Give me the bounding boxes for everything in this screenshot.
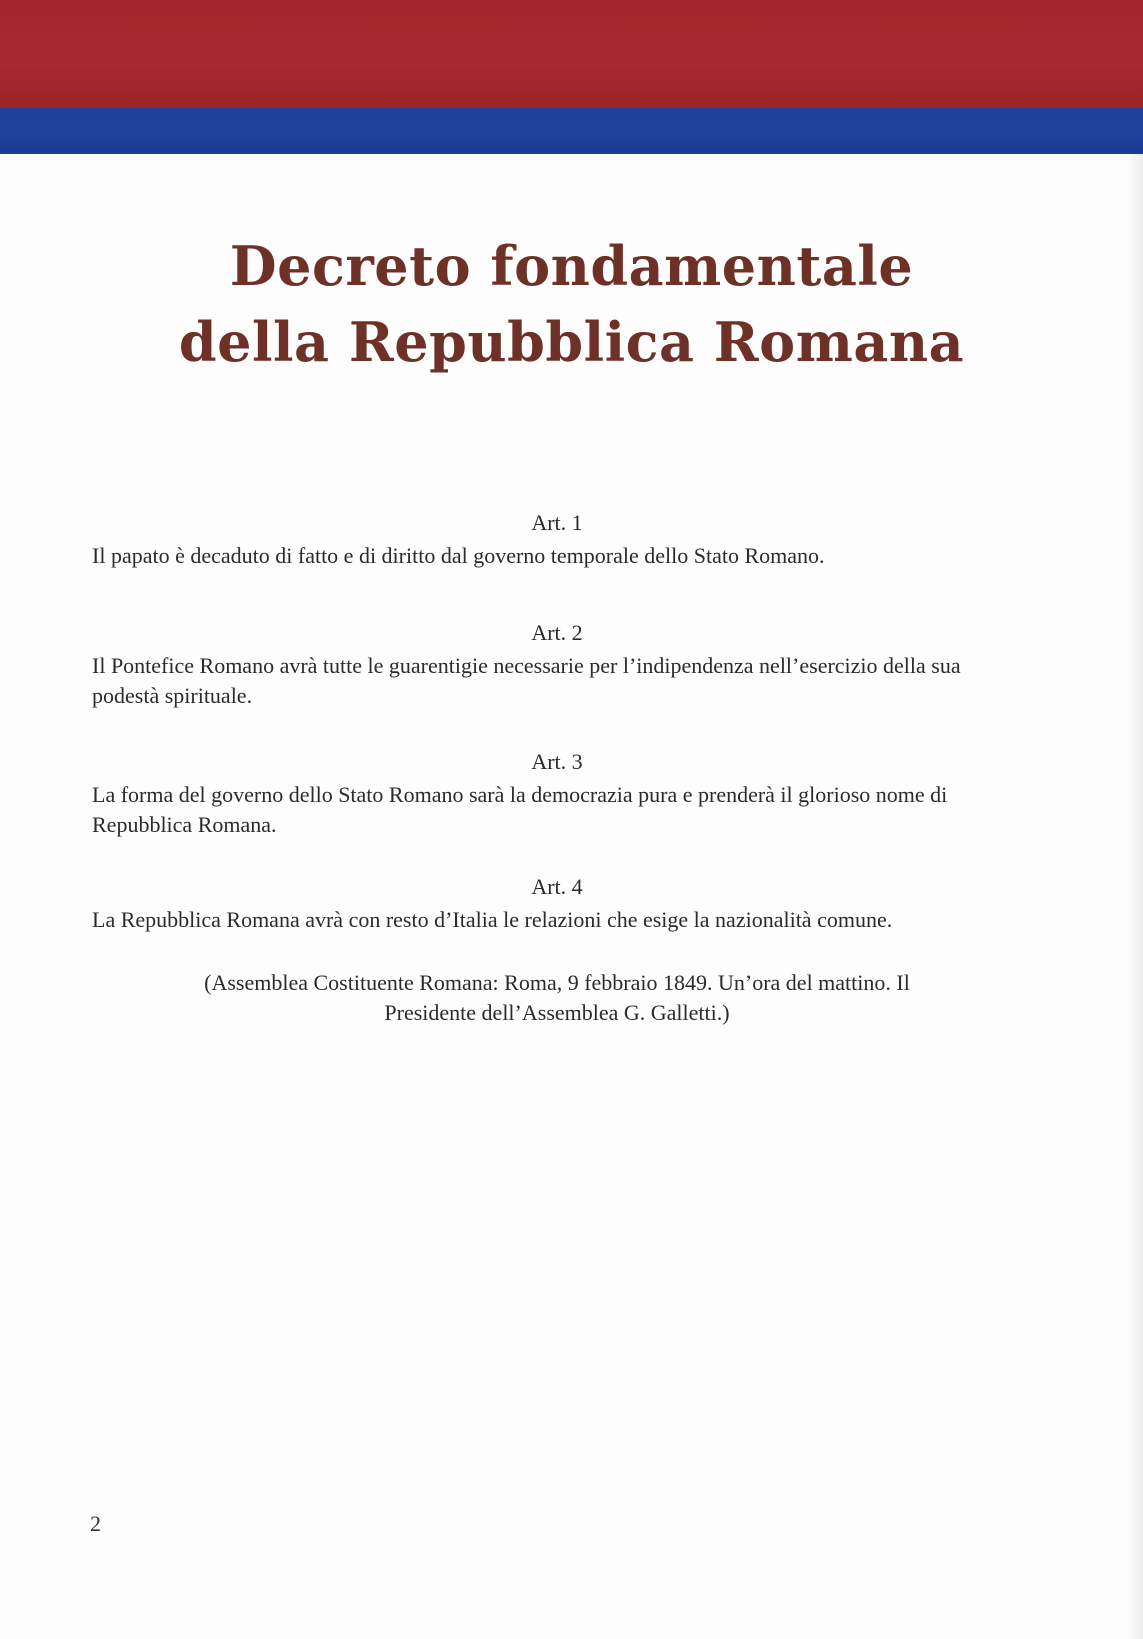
title-line-1: Decreto fondamentale [229,234,914,298]
article-text: La Repubblica Romana avrà con resto d’Italia le relazioni che esige la nazionalità comune. [92,907,893,932]
article-text: La forma del governo dello Stato Romano sarà la democrazia pura e prenderà il glorioso nome di Repubblica Romana. [92,782,948,837]
header-red-band [0,0,1143,108]
assembly-note-line-1: (Assemblea Costituente Romana: Roma, 9 febbraio 1849. Un’ora del mattino. Il [204,970,910,995]
article-heading: Art. 1 [531,510,583,535]
article-text: Il papato è decaduto di fatto e di diritto dal governo temporale dello Stato Romano. [92,543,825,568]
article-3 [92,747,1022,840]
article-2 [92,618,1022,711]
article-1 [92,508,1022,571]
article-text: Il Pontefice Romano avrà tutte le guarentigie necessarie per l’indipendenza nell’esercizio della sua podestà spirituale. [92,653,961,708]
article-heading: Art. 2 [531,620,583,645]
page-title [0,228,1143,380]
article-heading: Art. 4 [531,874,583,899]
page-number: 2 [90,1511,101,1536]
assembly-note-line-2: Presidente dell’Assemblea G. Galletti.) [384,1000,730,1025]
article-4 [92,872,1022,935]
title-line-2: della Repubblica Romana [178,310,965,374]
assembly-note [92,968,1022,1028]
header-blue-band [0,108,1143,154]
article-heading: Art. 3 [531,749,583,774]
